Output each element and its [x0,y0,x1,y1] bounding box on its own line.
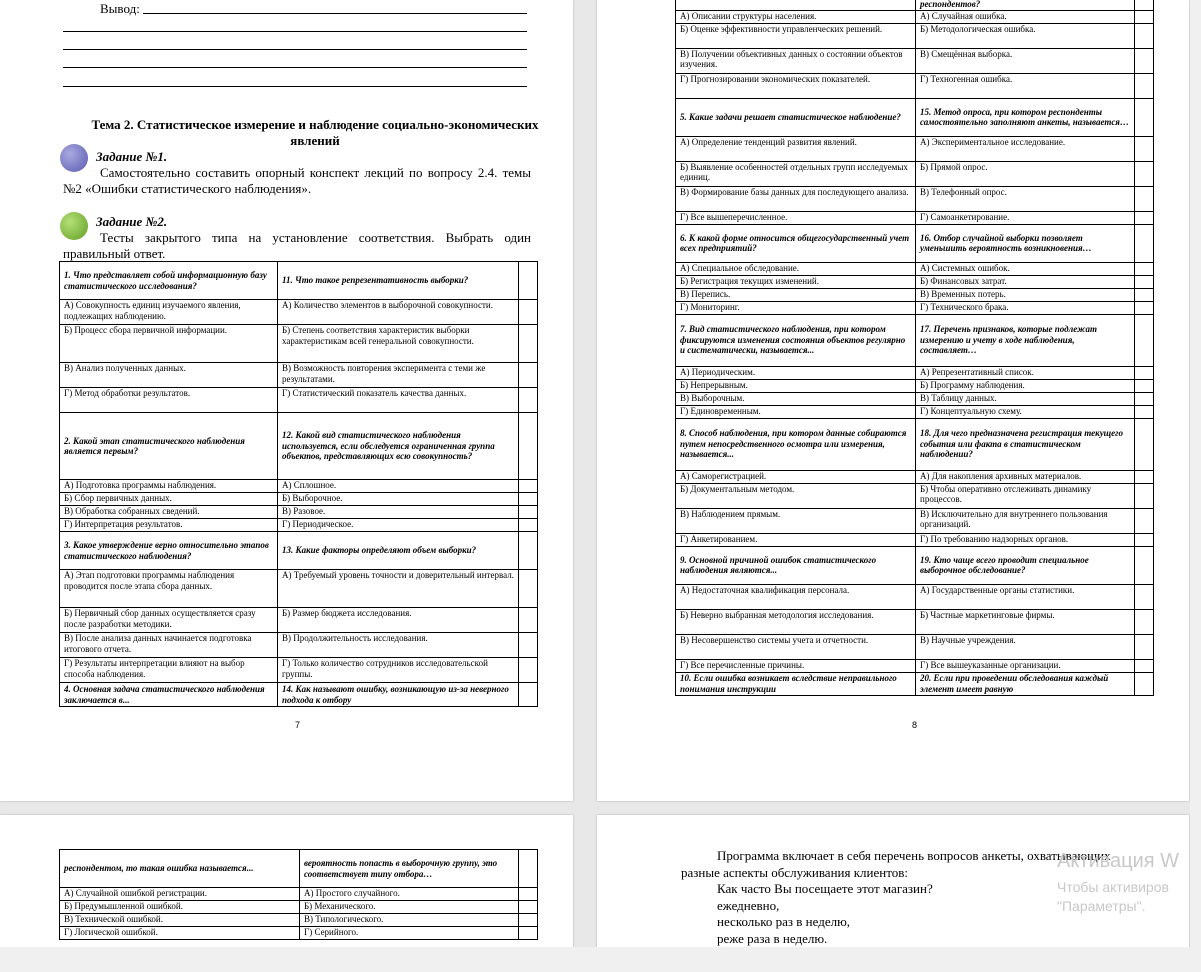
answer-cell: В) Смещённая выборка. [916,48,1135,73]
answer-box[interactable] [1135,10,1154,23]
answer-cell: Г) Все вышеуказанные организации. [916,659,1135,672]
answer-row [676,186,1154,211]
answer-cell: А) Определение тенденций развития явлений. [676,136,916,161]
answer-cell: А) Государственные органы статистики. [916,584,1135,609]
answer-cell: А) Простого случайного. [300,888,519,901]
question-cell: 5. Какие задачи решает статистическое наблюдение? [676,98,916,136]
question-cell: 19. Кто чаще всего проводит специальное выборочное обследование? [916,546,1135,584]
answer-option: реже раза в неделю. [717,930,828,946]
watermark-title: Активация W [1057,850,1180,872]
answer-box[interactable] [1135,366,1154,379]
answer-cell: В) Телефонный опрос. [916,186,1135,211]
answer-row [676,136,1154,161]
answer-row [60,493,538,506]
answer-cell: В) Исключительно для внутреннего пользования организаций. [916,508,1135,533]
answer-row [60,914,538,927]
answer-cell: Г) По требованию надзорных органов. [916,533,1135,546]
answer-box[interactable] [1135,418,1154,470]
answer-cell: Б) Документальным методом. [676,483,916,508]
test-table [59,261,538,707]
conclusion-label: Вывод: [100,1,140,16]
page-number: 8 [912,720,918,730]
answer-cell: Г) Мониторинг. [676,301,916,314]
answer-row [60,570,538,608]
answer-cell: Г) Серийного. [300,927,519,940]
answer-box[interactable] [1135,0,1154,10]
answer-cell: Г) Концептуальную схему. [916,405,1135,418]
answer-cell: Г) Метод обработки результатов. [60,388,278,413]
answer-box[interactable] [519,633,538,658]
question-row [676,224,1154,262]
page-7 [0,0,573,801]
question-row [60,683,538,707]
question-row [60,413,538,480]
answer-box[interactable] [519,363,538,388]
answer-cell: Б) Методологическая ошибка. [916,23,1135,48]
question-row [60,850,538,888]
answer-row [676,48,1154,73]
answer-cell: Б) Непрерывным. [676,379,916,392]
answer-row [676,659,1154,672]
answer-box[interactable] [519,658,538,683]
task-1-text: Самостоятельно составить опорный конспект лекций по вопросу 2.4. темы №2 «Ошибки статистического наблюдения». [63,165,531,196]
answer-box[interactable] [1135,301,1154,314]
answer-cell: В) Несовершенство системы учета и отчетности. [676,634,916,659]
question-row [676,672,1154,695]
answer-row [676,405,1154,418]
answer-row [60,633,538,658]
task-2-title: Задание №2. [96,214,168,229]
answer-cell: В) Возможность повторения эксперимента с теми же результатами. [278,363,519,388]
answer-cell: В) Получении объективных данных о состоянии объектов изучения. [676,48,916,73]
page-number: 7 [295,720,301,730]
question-row [676,546,1154,584]
answer-row [676,161,1154,186]
task-1-title: Задание №1. [96,149,168,164]
question-row [676,98,1154,136]
answer-cell: А) Специальное обследование. [676,262,916,275]
answer-cell: Б) Оценке эффективности управленческих решений. [676,23,916,48]
answer-box[interactable] [1135,288,1154,301]
answer-cell: Г) Самоанкетирование. [916,211,1135,224]
answer-row [676,73,1154,98]
answer-box[interactable] [1135,546,1154,584]
answer-box[interactable] [519,901,538,914]
question-cell: 3. Какое утверждение верно относительно этапов статистического наблюдения? [60,532,278,570]
question-row [676,314,1154,366]
answer-cell: Г) Статистический показатель качества данных. [278,388,519,413]
answer-row [676,10,1154,23]
answer-cell: Б) Механического. [300,901,519,914]
answer-cell: А) Случайной ошибкой регистрации. [60,888,300,901]
answer-box[interactable] [519,683,538,707]
answer-box[interactable] [1135,186,1154,211]
answer-box[interactable] [519,325,538,363]
answer-cell: В) Продолжительность исследования. [278,633,519,658]
answer-cell: Г) Единовременным. [676,405,916,418]
answer-box[interactable] [1135,161,1154,186]
answer-cell: А) Требуемый уровень точности и доверительный интервал. [278,570,519,608]
answer-cell: Б) Чтобы оперативно отслеживать динамику процессов. [916,483,1135,508]
answer-box[interactable] [519,850,538,888]
answer-cell: В) Разовое. [278,506,519,519]
answer-cell: В) Временных потерь. [916,288,1135,301]
question-cell: 7. Вид статистического наблюдения, при котором фиксируются изменения состояния объектов регулярно и систематически, называется... [676,314,916,366]
answer-cell: А) Количество элементов в выборочной совокупности. [278,300,519,325]
answer-cell: В) Анализ полученных данных. [60,363,278,388]
answer-cell: А) Сплошное. [278,480,519,493]
answer-cell: А) Саморегистрацией. [676,470,916,483]
answer-box[interactable] [1135,584,1154,609]
answer-row [676,23,1154,48]
answer-cell: Б) Сбор первичных данных. [60,493,278,506]
question-cell: вероятность попасть в выборочную группу, это соответствует типу отбора… [300,850,519,888]
answer-row [60,480,538,493]
question-cell [676,0,916,10]
answer-cell: Б) Выявление особенностей отдельных групп исследуемых единиц. [676,161,916,186]
answer-box[interactable] [1135,136,1154,161]
answer-row [60,388,538,413]
conclusion-line [63,86,527,87]
answer-row [676,288,1154,301]
answer-row [60,506,538,519]
answer-cell: Г) Периодическое. [278,519,519,532]
answer-row [60,608,538,633]
question-row [60,532,538,570]
conclusion-line [63,31,527,32]
answer-cell: А) Подготовка программы наблюдения. [60,480,278,493]
answer-cell: Б) Прямой опрос. [916,161,1135,186]
answer-cell: Г) Все вышеперечисленное. [676,211,916,224]
page-9 [0,815,573,960]
answer-box[interactable] [1135,98,1154,136]
answer-cell: В) Перепись. [676,288,916,301]
answer-box[interactable] [1135,211,1154,224]
answer-box[interactable] [519,413,538,480]
answer-cell: Г) Интерпретация результатов. [60,519,278,532]
answer-row [676,262,1154,275]
answer-row [676,211,1154,224]
answer-row [676,533,1154,546]
answer-row [60,888,538,901]
answer-box[interactable] [1135,672,1154,695]
answer-box[interactable] [519,300,538,325]
answer-row [60,300,538,325]
answer-cell: Б) Регистрация текущих изменений. [676,275,916,288]
answer-row [676,609,1154,634]
windows-activation-watermark [1057,850,1179,914]
question-cell: 15. Метод опроса, при котором респонденты самостоятельно заполняют анкеты, называется… [916,98,1135,136]
question-cell: респондентов? [916,0,1135,10]
answer-cell: В) После анализа данных начинается подготовка итогового отчета. [60,633,278,658]
answer-box[interactable] [1135,533,1154,546]
answer-row [60,927,538,940]
answer-row [60,325,538,363]
question-row [676,0,1154,10]
answer-option: ежедневно, [717,897,780,913]
question-cell: 2. Какой этап статистического наблюдения является первым? [60,413,278,480]
answer-cell: Б) Размер бюджета исследования. [278,608,519,633]
answer-cell: В) Типологического. [300,914,519,927]
answer-box[interactable] [1135,275,1154,288]
answer-cell: Б) Первичный сбор данных осуществляется сразу после разработки методики. [60,608,278,633]
answer-row [676,366,1154,379]
answer-row [676,584,1154,609]
question-cell: 20. Если при проведении обследования каждый элемент имеет равную [916,672,1135,695]
answer-cell: А) Совокупность единиц изучаемого явления, подлежащих наблюдению. [60,300,278,325]
answer-cell: А) Периодическим. [676,366,916,379]
conclusion-line [143,13,527,14]
answer-box[interactable] [1135,508,1154,533]
answer-row [60,519,538,532]
answer-cell: Б) Программу наблюдения. [916,379,1135,392]
answer-box[interactable] [519,480,538,493]
question-cell: 6. К какой форме относится общегосударственный учет всех предприятий? [676,224,916,262]
watermark-line: "Параметры". [1057,898,1146,914]
answer-cell: Б) Процесс сбора первичной информации. [60,325,278,363]
answer-row [676,470,1154,483]
answer-box[interactable] [519,506,538,519]
answer-cell: В) Формирование базы данных для последующего анализа. [676,186,916,211]
question-cell: 18. Для чего предназначена регистрация текущего события или факта в статистическом наблюдении? [916,418,1135,470]
answer-cell: В) Технической ошибкой. [60,914,300,927]
answer-box[interactable] [519,608,538,633]
answer-cell: В) Научные учреждения. [916,634,1135,659]
answer-row [60,363,538,388]
answer-cell: Г) Техногенная ошибка. [916,73,1135,98]
answer-box[interactable] [1135,483,1154,508]
answer-box[interactable] [519,493,538,506]
answer-cell: Г) Только количество сотрудников исследовательской группы. [278,658,519,683]
answer-box[interactable] [519,888,538,901]
answer-row [676,508,1154,533]
answer-cell: Г) Анкетированием. [676,533,916,546]
question-cell: 11. Что такое репрезентативность выборки? [278,262,519,300]
conclusion-line [63,67,527,68]
answer-box[interactable] [1135,73,1154,98]
answer-cell: Б) Неверно выбранная методология исследования. [676,609,916,634]
answer-row [676,634,1154,659]
watermark-line: Чтобы активиров [1057,879,1169,895]
question-row [60,262,538,300]
answer-box[interactable] [1135,392,1154,405]
page-8 [597,0,1189,801]
answer-cell: Г) Все перечисленные причины. [676,659,916,672]
test-table [59,849,538,940]
question-cell: 10. Если ошибка возникает вследствие неправильного понимания инструкции [676,672,916,695]
answer-cell: А) Случайная ошибка. [916,10,1135,23]
answer-cell: В) Наблюдением прямым. [676,508,916,533]
answer-cell: А) Недостаточная квалификация персонала. [676,584,916,609]
answer-row [676,301,1154,314]
question-cell: 8. Способ наблюдения, при котором данные собираются путем непосредственного осмотра или измерения, называется... [676,418,916,470]
answer-cell: В) Обработка собранных сведений. [60,506,278,519]
question-cell: 16. Отбор случайной выборки позволяет уменьшить вероятность возникновения… [916,224,1135,262]
answer-cell: Б) Степень соответствия характеристик выборки характеристикам всей генеральной совокупности. [278,325,519,363]
answer-cell: Б) Предумышленной ошибкой. [60,901,300,914]
answer-box[interactable] [519,914,538,927]
question-cell: 12. Какой вид статистического наблюдения используется, если обследуется ограниченная группа объектов, представляющих всю совокупность? [278,413,519,480]
conclusion-line [63,49,527,50]
question-cell: 14. Как называют ошибку, возникающую из-за неверного подхода к отбору [278,683,519,707]
answer-cell: А) Репрезентативный список. [916,366,1135,379]
vertical-scrollbar[interactable] [1190,0,1201,972]
question-cell: 4. Основная задача статистического наблюдения заключается в... [60,683,278,707]
answer-cell: А) Экспериментальное исследование. [916,136,1135,161]
answer-box[interactable] [1135,634,1154,659]
answer-cell: Б) Частные маркетинговые фирмы. [916,609,1135,634]
answer-box[interactable] [1135,224,1154,262]
task-2-text: Тесты закрытого типа на установление соответствия. Выбрать один правильный ответ. [63,230,531,261]
answer-row [676,483,1154,508]
answer-box[interactable] [1135,314,1154,366]
answer-box[interactable] [1135,659,1154,672]
answer-box[interactable] [519,570,538,608]
program-intro: Программа включает в себя перечень вопросов анкеты, охватывающих разные аспекты обслуживания клиентов: [681,848,1111,880]
answer-row [676,392,1154,405]
answer-row [676,379,1154,392]
answer-row [60,901,538,914]
question-cell: 17. Перечень признаков, которые подлежат измерению и учету в ходе наблюдения, составляет… [916,314,1135,366]
answer-cell: А) Для накопления архивных материалов. [916,470,1135,483]
answer-box[interactable] [519,927,538,940]
answer-row [60,658,538,683]
answer-box[interactable] [1135,470,1154,483]
answer-cell: Г) Технического брака. [916,301,1135,314]
question-cell: респондентом, то такая ошибка называется... [60,850,300,888]
answer-box[interactable] [1135,405,1154,418]
answer-box[interactable] [1135,23,1154,48]
viewer-background [0,947,1201,972]
answer-box[interactable] [519,532,538,570]
answer-box[interactable] [519,519,538,532]
answer-cell: В) Таблицу данных. [916,392,1135,405]
answer-box[interactable] [519,262,538,300]
answer-box[interactable] [519,388,538,413]
answer-cell: Г) Результаты интерпретации влияют на выбор способа наблюдения. [60,658,278,683]
question-cell: 9. Основной причиной ошибок статистического наблюдения являются... [676,546,916,584]
answer-cell: В) Выборочным. [676,392,916,405]
answer-row [676,275,1154,288]
answer-box[interactable] [1135,609,1154,634]
answer-cell: А) Этап подготовки программы наблюдения проводится после этапа сбора данных. [60,570,278,608]
answer-cell: А) Описании структуры населения. [676,10,916,23]
answer-box[interactable] [1135,262,1154,275]
question-cell: 1. Что представляет собой информационную базу статистического исследования? [60,262,278,300]
answer-cell: Г) Прогнозировании экономических показателей. [676,73,916,98]
answer-box[interactable] [1135,48,1154,73]
answer-cell: Б) Выборочное. [278,493,519,506]
answer-cell: Б) Финансовых затрат. [916,275,1135,288]
test-table [675,0,1154,696]
survey-question: Как часто Вы посещаете этот магазин? [717,881,933,896]
topic-heading: Тема 2. Статистическое измерение и наблюдение социально-экономических явлений [91,117,539,148]
question-row [676,418,1154,470]
answer-cell: Г) Логической ошибкой. [60,927,300,940]
answer-cell: А) Системных ошибок. [916,262,1135,275]
answer-option: несколько раз в неделю, [717,914,851,929]
answer-box[interactable] [1135,379,1154,392]
question-cell: 13. Какие факторы определяют объем выборки? [278,532,519,570]
